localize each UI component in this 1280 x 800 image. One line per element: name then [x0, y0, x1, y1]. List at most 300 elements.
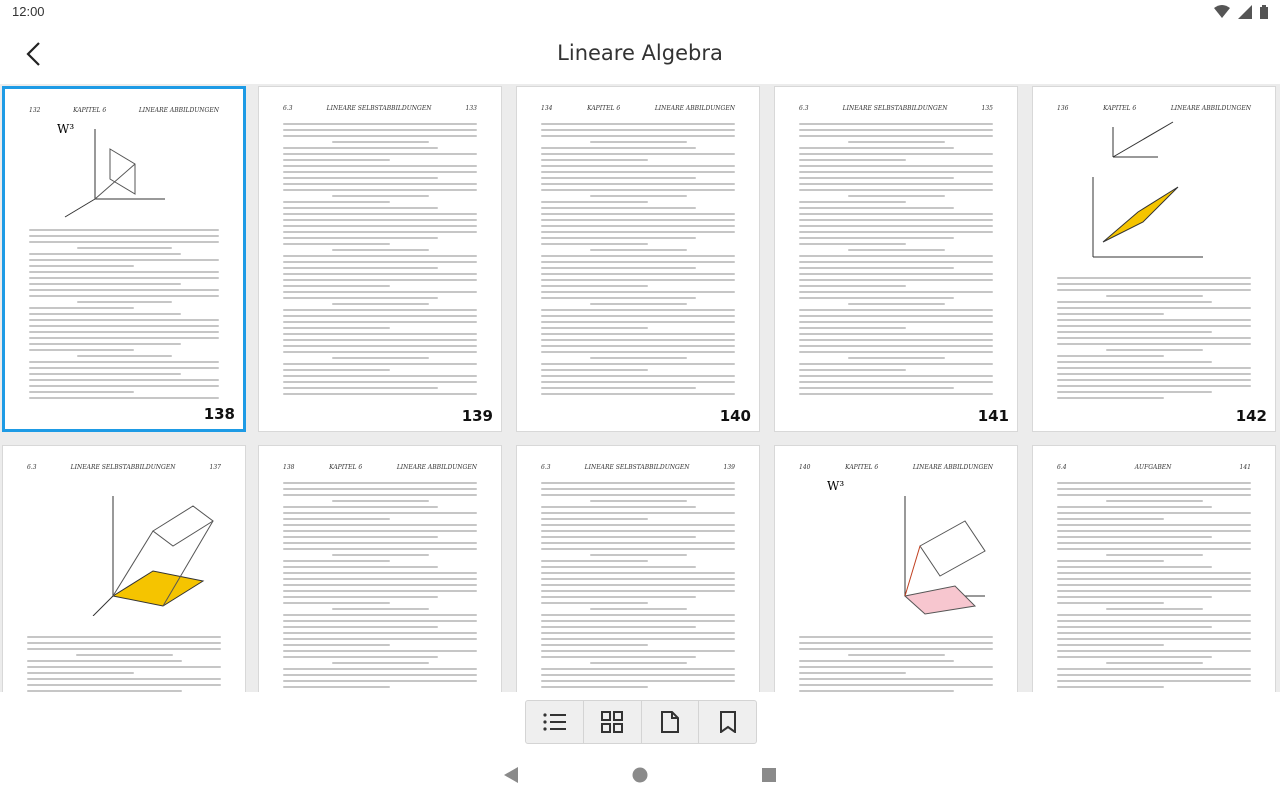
page-header-text: KAPITEL 6	[329, 464, 363, 471]
text-line	[541, 512, 735, 514]
text-line	[541, 524, 735, 526]
text-line	[799, 225, 993, 227]
text-line	[541, 177, 696, 179]
text-line	[541, 159, 648, 161]
text-line	[1057, 512, 1251, 514]
text-line	[1057, 277, 1251, 279]
page-header-text: LINEARE ABBILDUNGEN	[1170, 105, 1251, 112]
text-line	[799, 135, 993, 137]
text-line	[1057, 331, 1212, 333]
text-line	[27, 678, 221, 680]
text-line	[541, 632, 735, 634]
text-line	[283, 482, 477, 484]
text-line	[283, 644, 390, 646]
text-line	[1057, 355, 1164, 357]
text-line	[799, 345, 993, 347]
text-line	[799, 273, 993, 275]
list-icon	[542, 712, 566, 732]
text-line	[541, 261, 735, 263]
text-line	[283, 488, 477, 490]
text-line	[799, 177, 954, 179]
back-triangle-icon[interactable]	[502, 766, 520, 784]
text-line	[541, 189, 735, 191]
text-line	[283, 626, 438, 628]
text-line	[283, 518, 390, 520]
text-line	[283, 668, 477, 670]
text-line	[29, 313, 181, 315]
text-line	[541, 572, 735, 574]
bookmarks-button[interactable]	[699, 701, 756, 743]
text-line	[1057, 674, 1251, 676]
page-header-text: LINEARE SELBSTABBILDUNGEN	[70, 464, 176, 471]
text-line	[799, 381, 993, 383]
text-line	[283, 632, 477, 634]
page-text-lines	[1057, 482, 1251, 692]
text-line	[1057, 590, 1251, 592]
page-view-button[interactable]	[642, 701, 700, 743]
text-line	[799, 129, 993, 131]
text-line	[590, 662, 687, 664]
text-line	[541, 147, 696, 149]
text-line	[283, 351, 477, 353]
text-line	[541, 333, 735, 335]
text-line	[799, 636, 993, 638]
text-line	[283, 680, 477, 682]
text-line	[799, 201, 906, 203]
text-line	[29, 373, 181, 375]
text-line	[283, 512, 477, 514]
text-line	[29, 319, 219, 321]
text-line	[799, 171, 993, 173]
text-line	[541, 387, 696, 389]
text-line	[283, 135, 477, 137]
text-line	[541, 560, 648, 562]
text-line	[1057, 325, 1251, 327]
text-line	[541, 213, 735, 215]
text-line	[77, 247, 172, 249]
text-line	[541, 291, 735, 293]
text-line	[1057, 686, 1164, 688]
text-line	[283, 596, 438, 598]
text-line	[541, 183, 735, 185]
text-line	[1057, 602, 1164, 604]
text-line	[27, 690, 182, 692]
text-line	[283, 393, 477, 395]
text-line	[1106, 295, 1203, 297]
page-figure	[55, 119, 175, 223]
grid-view-button[interactable]	[584, 701, 642, 743]
text-line	[332, 500, 429, 502]
page-text-lines	[27, 636, 221, 692]
text-line	[848, 357, 945, 359]
text-line	[541, 674, 735, 676]
page-header	[799, 464, 993, 471]
text-line	[77, 301, 172, 303]
text-line	[1057, 560, 1164, 562]
page-thumbnail[interactable]	[516, 86, 760, 432]
text-line	[799, 678, 993, 680]
text-line	[283, 147, 438, 149]
page-header	[27, 464, 221, 471]
text-line	[541, 315, 735, 317]
text-line	[283, 369, 390, 371]
text-line	[283, 524, 477, 526]
text-line	[29, 379, 219, 381]
text-line	[27, 642, 221, 644]
text-line	[332, 608, 429, 610]
text-line	[283, 177, 438, 179]
text-line	[799, 339, 993, 341]
text-line	[541, 297, 696, 299]
text-line	[283, 572, 477, 574]
text-line	[541, 548, 735, 550]
text-line	[799, 123, 993, 125]
page-header-text: 140	[799, 464, 811, 471]
text-line	[541, 626, 696, 628]
page-thumbnail[interactable]	[258, 86, 502, 432]
text-line	[283, 123, 477, 125]
signal-icon	[1238, 5, 1252, 19]
text-line	[1057, 548, 1251, 550]
page-thumbnail[interactable]	[2, 86, 246, 432]
text-line	[590, 608, 687, 610]
text-line	[283, 255, 477, 257]
text-line	[29, 361, 219, 363]
text-line	[590, 554, 687, 556]
text-line	[799, 147, 954, 149]
text-line	[799, 690, 954, 692]
text-line	[799, 297, 954, 299]
text-line	[590, 249, 687, 251]
text-line	[1057, 578, 1251, 580]
text-line	[283, 243, 390, 245]
text-line	[541, 393, 735, 395]
page-thumbnail[interactable]	[1032, 86, 1276, 432]
text-line	[1057, 337, 1251, 339]
text-line	[1106, 349, 1203, 351]
text-line	[29, 265, 134, 267]
text-line	[799, 153, 993, 155]
text-line	[799, 207, 954, 209]
page-thumbnail[interactable]	[258, 445, 502, 692]
text-line	[541, 536, 696, 538]
page-header-text: KAPITEL 6	[1103, 105, 1137, 112]
text-line	[283, 614, 477, 616]
text-line	[1057, 289, 1251, 291]
page-header	[283, 464, 477, 471]
text-line	[29, 337, 219, 339]
text-line	[283, 201, 390, 203]
text-line	[799, 291, 993, 293]
text-line	[27, 684, 221, 686]
text-line	[1057, 319, 1251, 321]
text-line	[283, 674, 477, 676]
text-line	[541, 614, 735, 616]
text-line	[1057, 620, 1251, 622]
text-line	[541, 578, 735, 580]
status-time: 12:00	[12, 4, 45, 19]
text-line	[283, 375, 477, 377]
text-line	[1057, 367, 1251, 369]
text-line	[541, 225, 735, 227]
text-line	[541, 171, 735, 173]
text-line	[541, 482, 735, 484]
text-line	[29, 229, 219, 231]
page-header	[541, 105, 735, 112]
text-line	[29, 277, 219, 279]
page-header-text: LINEARE ABBILDUNGEN	[396, 464, 477, 471]
text-line	[283, 273, 477, 275]
battery-icon	[1260, 5, 1268, 19]
text-line	[541, 285, 648, 287]
page-icon	[661, 711, 679, 733]
page-header-text: 132	[29, 107, 41, 114]
text-line	[283, 339, 477, 341]
text-line	[1057, 536, 1212, 538]
text-line	[541, 321, 735, 323]
text-line	[283, 542, 477, 544]
text-line	[1057, 614, 1251, 616]
text-line	[848, 249, 945, 251]
page-text-lines	[29, 229, 219, 403]
text-line	[541, 668, 735, 670]
text-line	[283, 183, 477, 185]
text-line	[1106, 554, 1203, 556]
text-line	[283, 578, 477, 580]
page-header-text: LINEARE ABBILDUNGEN	[138, 107, 219, 114]
text-line	[590, 195, 687, 197]
text-line	[29, 391, 134, 393]
text-line	[1057, 572, 1251, 574]
text-line	[283, 363, 477, 365]
page-header-text: 6.3	[27, 464, 37, 471]
text-line	[541, 273, 735, 275]
text-line	[332, 303, 429, 305]
text-line	[541, 530, 735, 532]
text-line	[799, 672, 906, 674]
page-header	[1057, 464, 1251, 471]
status-bar	[0, 0, 1280, 24]
page-text-lines	[541, 123, 735, 399]
text-line	[541, 494, 735, 496]
text-line	[1057, 632, 1251, 634]
text-line	[799, 165, 993, 167]
text-line	[283, 686, 390, 688]
text-line	[799, 351, 993, 353]
text-line	[541, 488, 735, 490]
text-line	[541, 207, 696, 209]
page-number-label: 140	[719, 407, 751, 425]
text-line	[541, 267, 696, 269]
text-line	[332, 141, 429, 143]
page-thumbnail-grid[interactable]	[0, 84, 1280, 692]
text-line	[541, 680, 735, 682]
text-line	[283, 327, 390, 329]
text-line	[799, 219, 993, 221]
text-line	[799, 387, 954, 389]
text-line	[848, 141, 945, 143]
text-line	[799, 309, 993, 311]
text-line	[848, 195, 945, 197]
text-line	[541, 518, 648, 520]
text-line	[27, 672, 134, 674]
view-toolbar	[525, 700, 757, 744]
text-line	[799, 369, 906, 371]
page-figure	[825, 476, 995, 620]
text-line	[799, 279, 993, 281]
text-line	[283, 315, 477, 317]
page-number-label: 142	[1235, 407, 1267, 425]
text-line	[799, 363, 993, 365]
text-line	[29, 385, 219, 387]
text-line	[283, 213, 477, 215]
text-line	[541, 123, 735, 125]
text-line	[590, 141, 687, 143]
text-line	[1057, 542, 1251, 544]
text-line	[799, 237, 954, 239]
text-line	[799, 393, 993, 395]
page-text-lines	[799, 636, 993, 692]
page-header-text: 6.3	[799, 105, 809, 112]
text-line	[1057, 566, 1212, 568]
page-header-text: 136	[1057, 105, 1069, 112]
text-line	[29, 253, 181, 255]
text-line	[1057, 644, 1164, 646]
page-thumbnail[interactable]	[2, 445, 246, 692]
text-line	[283, 237, 438, 239]
page-header-text: 133	[465, 105, 477, 112]
text-line	[590, 303, 687, 305]
text-line	[283, 219, 477, 221]
text-line	[541, 243, 648, 245]
text-line	[283, 225, 477, 227]
text-line	[541, 345, 735, 347]
text-line	[590, 357, 687, 359]
page-header-text: 135	[981, 105, 993, 112]
system-nav-bar	[0, 752, 1280, 800]
text-line	[29, 235, 219, 237]
text-line	[799, 285, 906, 287]
text-line	[541, 590, 735, 592]
text-line	[283, 279, 477, 281]
text-line	[283, 309, 477, 311]
text-line	[283, 506, 438, 508]
text-line	[1106, 608, 1203, 610]
text-line	[1057, 397, 1164, 399]
text-line	[799, 321, 993, 323]
page-header	[541, 464, 735, 471]
text-line	[799, 327, 906, 329]
text-line	[283, 231, 477, 233]
page-header-text: 139	[723, 464, 735, 471]
text-line	[29, 307, 134, 309]
text-line	[332, 249, 429, 251]
page-thumbnail[interactable]	[516, 445, 760, 692]
text-line	[1057, 482, 1251, 484]
text-line	[1057, 596, 1212, 598]
text-line	[1057, 379, 1251, 381]
text-line	[541, 542, 735, 544]
text-line	[541, 602, 648, 604]
text-line	[799, 267, 954, 269]
text-line	[848, 303, 945, 305]
text-line	[799, 255, 993, 257]
page-thumbnail[interactable]	[774, 445, 1018, 692]
text-line	[29, 325, 219, 327]
text-line	[283, 387, 438, 389]
text-line	[283, 159, 390, 161]
text-line	[283, 261, 477, 263]
text-line	[283, 566, 438, 568]
text-line	[283, 560, 390, 562]
page-text-lines	[283, 123, 477, 399]
text-line	[541, 363, 735, 365]
text-line	[1106, 662, 1203, 664]
text-line	[283, 297, 438, 299]
text-line	[283, 345, 477, 347]
text-line	[541, 506, 696, 508]
page-header-text: 6.3	[541, 464, 551, 471]
page-header-text: 141	[1239, 464, 1251, 471]
page-number-label: 139	[461, 407, 493, 425]
text-line	[799, 189, 993, 191]
text-line	[1057, 626, 1212, 628]
text-line	[283, 656, 438, 658]
text-line	[283, 267, 438, 269]
text-line	[799, 315, 993, 317]
text-line	[1057, 488, 1251, 490]
page-thumbnail[interactable]	[774, 86, 1018, 432]
text-line	[29, 343, 181, 345]
text-line	[1106, 500, 1203, 502]
text-line	[1057, 391, 1212, 393]
text-line	[283, 584, 477, 586]
text-line	[799, 213, 993, 215]
outline-view-button[interactable]	[526, 701, 584, 743]
text-line	[1057, 373, 1251, 375]
text-line	[541, 339, 735, 341]
page-header	[29, 107, 219, 114]
text-line	[1057, 524, 1251, 526]
text-line	[799, 243, 906, 245]
status-icons	[1214, 5, 1268, 19]
text-line	[1057, 680, 1251, 682]
text-line	[77, 355, 172, 357]
recents-square-icon[interactable]	[760, 766, 778, 784]
text-line	[1057, 307, 1251, 309]
text-line	[27, 648, 221, 650]
text-line	[799, 660, 954, 662]
text-line	[283, 638, 477, 640]
page-thumbnail[interactable]	[1032, 445, 1276, 692]
page-header	[1057, 105, 1251, 112]
text-line	[1057, 313, 1164, 315]
text-line	[283, 530, 477, 532]
text-line	[799, 183, 993, 185]
text-line	[799, 159, 906, 161]
text-line	[27, 666, 221, 668]
text-line	[541, 135, 735, 137]
text-line	[283, 494, 477, 496]
text-line	[332, 554, 429, 556]
text-line	[283, 548, 477, 550]
home-circle-icon[interactable]	[631, 766, 649, 784]
text-line	[283, 381, 477, 383]
text-line	[541, 327, 648, 329]
text-line	[29, 349, 134, 351]
text-line	[590, 500, 687, 502]
text-line	[1057, 668, 1251, 670]
